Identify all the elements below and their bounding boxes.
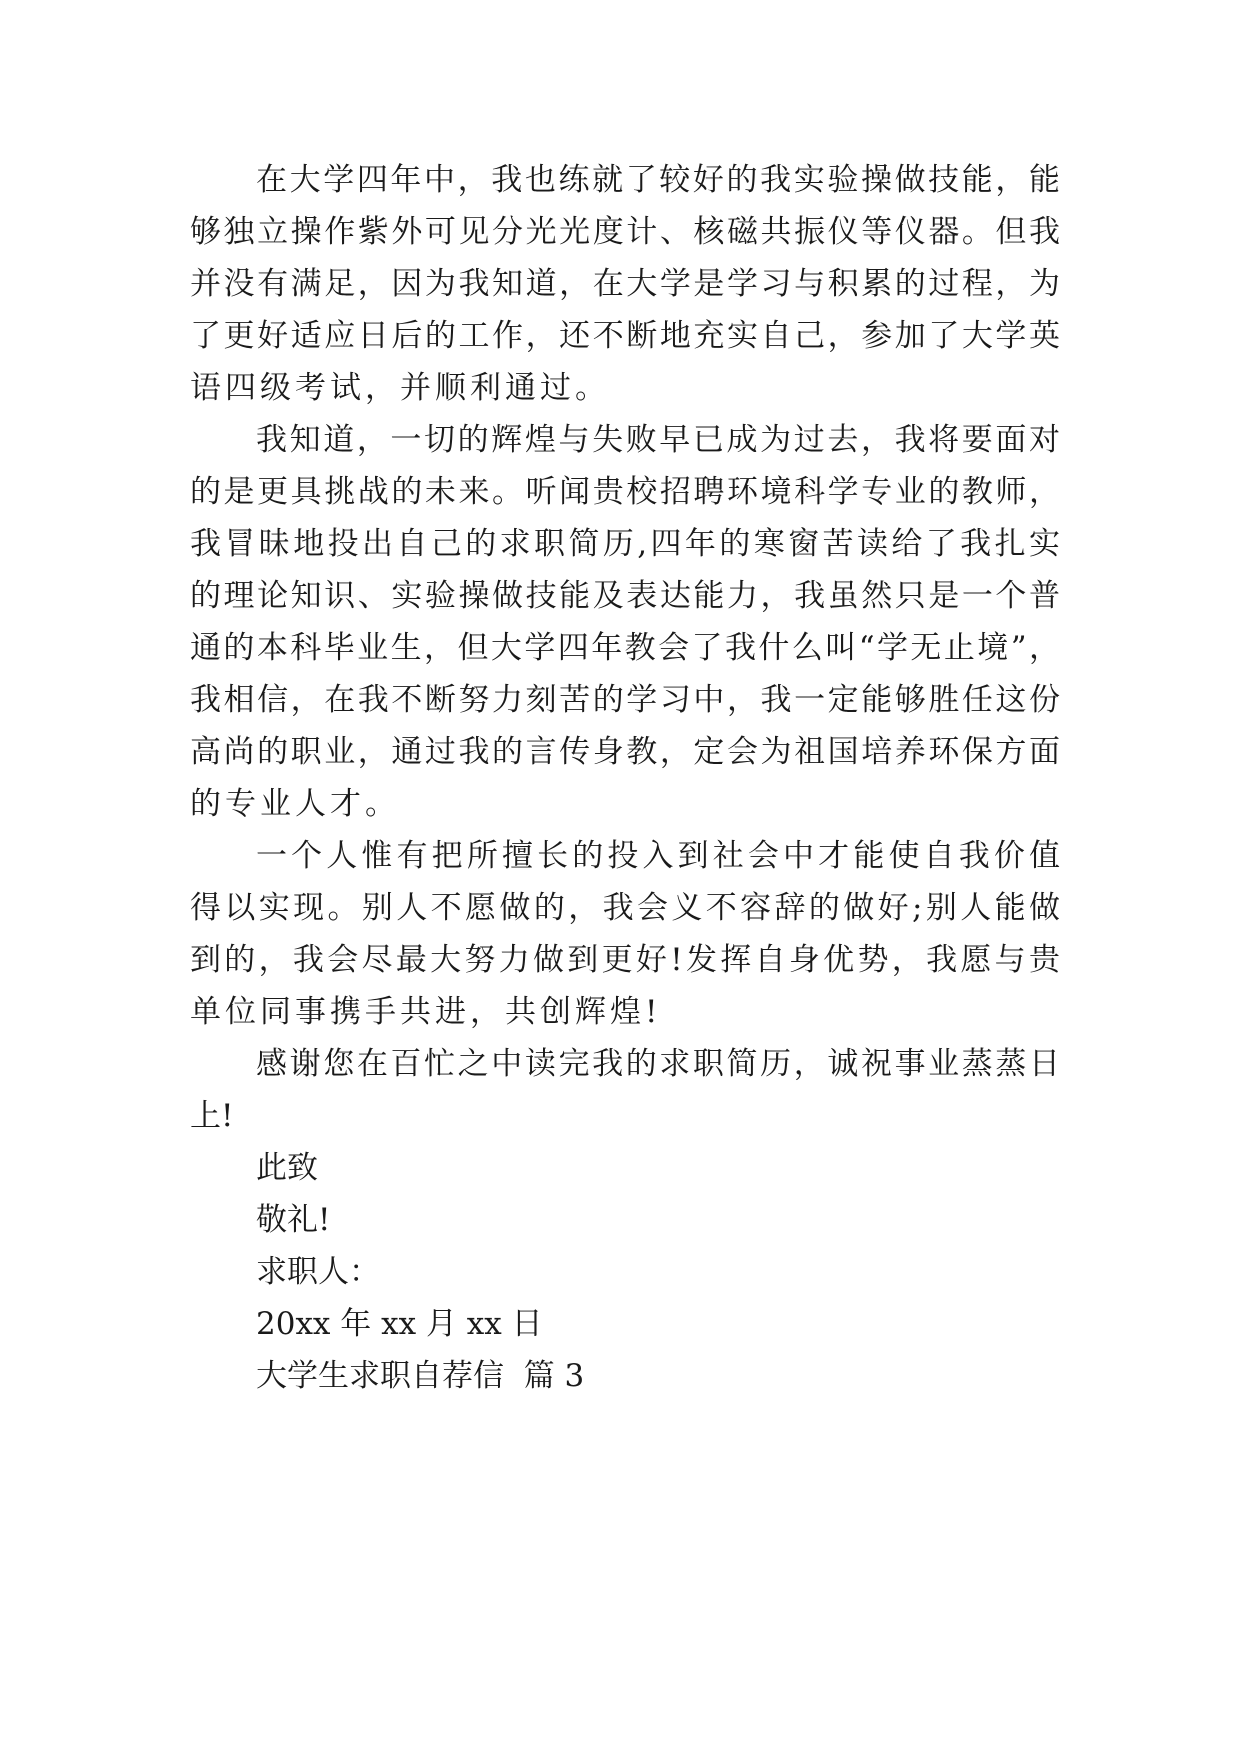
- paragraph-1-line-2: 够独立操作紫外可见分光光度计、核磁共振仪等仪器。但我: [190, 214, 1060, 250]
- closing-salutation-1: 此致: [256, 1150, 318, 1186]
- paragraph-3-line-2: 得以实现。别人不愿做的，我会义不容辞的做好;别人能做: [190, 890, 1060, 926]
- paragraph-1-line-4: 了更好适应日后的工作，还不断地充实自己，参加了大学英: [190, 318, 1060, 354]
- paragraph-2-line-4: 的理论知识、实验操做技能及表达能力，我虽然只是一个普: [190, 578, 1060, 614]
- paragraph-4-line-2: 上!: [190, 1098, 234, 1134]
- paragraph-2-line-6: 我相信，在我不断努力刻苦的学习中，我一定能够胜任这份: [190, 682, 1060, 718]
- paragraph-1-line-5: 语四级考试，并顺利通过。: [190, 370, 610, 406]
- paragraph-2-line-5: 通的本科毕业生，但大学四年教会了我什么叫“学无止境”，: [190, 630, 1060, 666]
- paragraph-3-line-4: 单位同事携手共进，共创辉煌!: [190, 994, 662, 1030]
- closing-salutation-2: 敬礼!: [256, 1202, 331, 1238]
- paragraph-1-line-1: 在大学四年中，我也练就了较好的我实验操做技能，能: [256, 162, 1060, 198]
- paragraph-2-line-7: 高尚的职业，通过我的言传身教，定会为祖国培养环保方面: [190, 734, 1060, 770]
- paragraph-3-line-1: 一个人惟有把所擅长的投入到社会中才能使自我价值: [256, 838, 1060, 874]
- paragraph-2-line-8: 的专业人才。: [190, 786, 400, 822]
- paragraph-4-line-1: 感谢您在百忙之中读完我的求职简历，诚祝事业蒸蒸日: [256, 1046, 1060, 1082]
- paragraph-2-line-3: 我冒昧地投出自己的求职简历,四年的寒窗苦读给了我扎实: [190, 526, 1060, 562]
- paragraph-3-line-3: 到的，我会尽最大努力做到更好!发挥自身优势，我愿与贵: [190, 942, 1060, 978]
- signer-label: 求职人：: [256, 1254, 380, 1290]
- letter-date: 20xx 年 xx 月 xx 日: [256, 1306, 543, 1342]
- paragraph-2-line-1: 我知道，一切的辉煌与失败早已成为过去，我将要面对: [256, 422, 1060, 458]
- paragraph-2-line-2: 的是更具挑战的未来。听闻贵校招聘环境科学专业的教师，: [190, 474, 1060, 510]
- next-section-title: 大学生求职自荐信 篇 3: [256, 1358, 585, 1394]
- paragraph-1-line-3: 并没有满足，因为我知道，在大学是学习与积累的过程，为: [190, 266, 1060, 302]
